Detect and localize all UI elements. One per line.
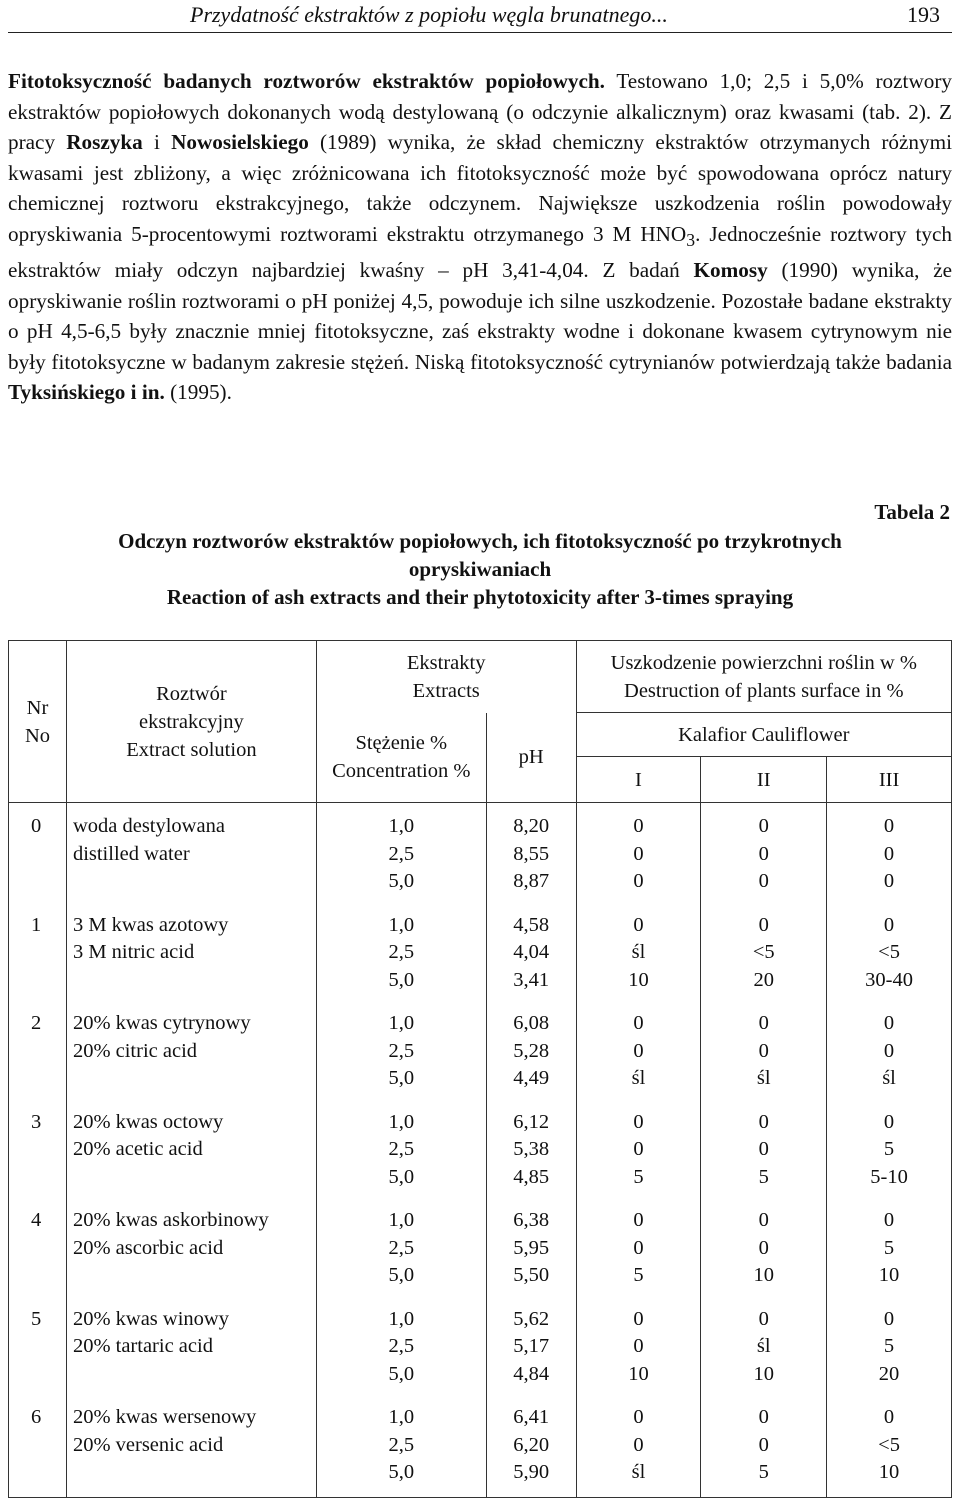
cell-value: 20% citric acid (72, 1039, 198, 1062)
cell-solution (66, 1300, 316, 1399)
cell-value: 20% kwas winowy (72, 1307, 229, 1330)
cell-value: 1,0 (388, 1209, 415, 1231)
text-run: i (142, 130, 172, 154)
cell-i (576, 1103, 701, 1202)
cell-value: 10 (628, 968, 649, 991)
cell-conc (316, 1103, 486, 1202)
cell-value: śl (756, 1067, 771, 1089)
cell-nr (9, 1004, 67, 1103)
cell-value: 5,0 (388, 1264, 415, 1286)
cell-value: 20% kwas octowy (72, 1110, 224, 1133)
header-text: Kalafior Cauliflower (678, 723, 850, 746)
cell-value: 4,04 (513, 941, 550, 963)
author-ref: Nowosielskiego (171, 130, 309, 154)
cell-value: 6,38 (513, 1209, 550, 1231)
cell-value: 5,0 (388, 1362, 415, 1385)
body-paragraph (8, 66, 952, 408)
cell-value: śl (756, 1335, 771, 1357)
cell-ii (701, 1398, 827, 1497)
cell-value: <5 (878, 1433, 900, 1456)
text-run: . Jednocześnie roztwory tych ekstraktów miały odczyn najbardziej kwaśny – pH 3,41-4,04. Z badań (8, 221, 952, 283)
cell-i (576, 1398, 701, 1497)
cell-ii (701, 1300, 827, 1399)
cell-value: 0 (758, 870, 769, 892)
table-row (9, 1300, 952, 1399)
cell-value: 10 (753, 1362, 774, 1385)
cell-value: 6 (31, 1406, 42, 1428)
header-spray-1: I (576, 757, 701, 803)
cell-i (576, 803, 701, 906)
cell-value: 5 (758, 1165, 769, 1188)
cell-value: śl (631, 1461, 646, 1483)
cell-value: 0 (758, 1012, 769, 1034)
cell-i (576, 906, 701, 1005)
cell-value: 20% kwas cytrynowy (72, 1012, 251, 1034)
cell-value: 0 (883, 913, 895, 936)
running-title: Przydatność ekstraktów z popiołu węgla brunatnego... (190, 2, 668, 27)
cell-value: 6,12 (513, 1110, 550, 1133)
cell-value: 3 (31, 1110, 42, 1133)
header-text: Destruction of plants surface in % (624, 679, 904, 702)
cell-iii (827, 1300, 952, 1399)
cell-value: 0 (31, 815, 42, 837)
cell-nr (9, 1398, 67, 1497)
cell-ph (486, 1103, 576, 1202)
cell-value: 1,0 (388, 815, 415, 837)
cell-value: 1,0 (388, 913, 415, 936)
table-row (9, 803, 952, 906)
cell-value: 2 (31, 1012, 42, 1034)
cell-value: 4 (31, 1209, 42, 1231)
header-damage (576, 641, 951, 713)
cell-value: 6,20 (513, 1433, 550, 1456)
cell-value: 8,87 (513, 870, 550, 892)
header-text: Ekstrakty (406, 651, 486, 674)
cell-value: 0 (633, 1138, 644, 1160)
header-text: ekstrakcyjny (139, 710, 244, 733)
cell-value: 2,5 (388, 1433, 415, 1456)
cell-ph (486, 906, 576, 1005)
cell-value: 0 (758, 1039, 769, 1062)
cell-value: śl (882, 1067, 896, 1089)
cell-iii (827, 1398, 952, 1497)
cell-solution (66, 803, 316, 906)
subscript: 3 (686, 229, 696, 250)
cell-value: 2,5 (388, 1335, 415, 1357)
cell-iii (827, 803, 952, 906)
cell-value: 0 (633, 1335, 644, 1357)
cell-value: 0 (758, 842, 769, 865)
cell-value: 5 (883, 1335, 895, 1357)
header-text: No (24, 724, 50, 747)
cell-iii (827, 1004, 952, 1103)
header-spray-3: III (827, 757, 952, 803)
section-heading: Fitotoksyczność badanych roztworów ekstraktów popiołowych. (8, 69, 605, 93)
cell-ph (486, 1004, 576, 1103)
cell-value: 2,5 (388, 941, 415, 963)
header-text: Uszkodzenie powierzchni roślin w % (610, 651, 917, 674)
cell-value: 0 (883, 1039, 895, 1062)
cell-nr (9, 906, 67, 1005)
header-solution (66, 641, 316, 803)
header-spray-2: II (701, 757, 827, 803)
cell-conc (316, 1004, 486, 1103)
cell-value: 5,0 (388, 870, 415, 892)
author-ref: Komosy (693, 258, 768, 283)
cell-value: 5,0 (388, 1461, 415, 1483)
cell-value: 0 (883, 1406, 895, 1428)
cell-value: 20% kwas askorbinowy (72, 1209, 269, 1231)
cell-ph (486, 1300, 576, 1399)
caption-pl-line-2: opryskiwaniach (408, 557, 552, 581)
header-text: Nr (26, 696, 49, 719)
table-row (9, 1004, 952, 1103)
cell-value: 3 M kwas azotowy (72, 913, 229, 936)
header-concentration (316, 713, 486, 803)
cell-iii (827, 1103, 952, 1202)
cell-value: 2,5 (388, 842, 415, 865)
text-run: (1990) wynika, że opryskiwanie roślin roztworami o pH poniżej 4,5, powoduje ich silne uszkodzenie. Pozostałe badane ekstrakty o pH 4,5-6,5 były znacznie mniej fitotoksyczne, zaś ekstrakty wodne i dokonane kwasem cytrynowym nie były fitotoksyczne w badanym zakresie stężeń. Niską fitotoksyczność cytrynianów potwierdzają także badania (8, 258, 952, 374)
cell-value: 5 (31, 1307, 42, 1330)
text-run: (1989) wynika, że skład chemiczny ekstraktów otrzymanych różnymi kwasami jest zbliżony, a więc zróżnicowana ich fitotoksyczność może być spowodowana oprócz natury chemicznej roztworu ekstrakcyjnego, także odczynem. Największe uszkodzenia roślin powodowały opryskiwania 5-procentowymi roztworami ekstraktu otrzymanego 3 M HNO (8, 130, 952, 246)
header-nr (9, 641, 67, 803)
cell-value: 4,49 (513, 1067, 550, 1089)
cell-value: 6,41 (513, 1406, 550, 1428)
cell-solution (66, 906, 316, 1005)
header-text: Extract solution (126, 738, 257, 761)
cell-value: 3 M nitric acid (72, 941, 195, 963)
cell-value: 0 (883, 1209, 895, 1231)
cell-i (576, 1201, 701, 1300)
header-text: pH (518, 746, 544, 769)
cell-value: 0 (883, 1307, 895, 1330)
author-ref: Tyksińskiego i in. (8, 380, 165, 405)
caption-en: Reaction of ash extracts and their phytotoxicity after 3-times spraying (166, 585, 794, 609)
cell-value: 0 (758, 1406, 769, 1428)
cell-value: 5-10 (870, 1165, 908, 1188)
header-ph (486, 713, 576, 803)
cell-value: 3,41 (513, 968, 550, 991)
cell-value: 0 (883, 870, 895, 892)
page-number: 193 (907, 2, 940, 27)
cell-iii (827, 906, 952, 1005)
table-label: Tabela 2 (874, 500, 950, 524)
cell-nr (9, 1103, 67, 1202)
table-caption (8, 527, 952, 611)
cell-value: 0 (633, 870, 644, 892)
cell-value: 0 (758, 815, 769, 837)
cell-value: distilled water (72, 842, 190, 865)
cell-ii (701, 1004, 827, 1103)
cell-ph (486, 803, 576, 906)
cell-ii (701, 1103, 827, 1202)
cell-conc (316, 906, 486, 1005)
header-text: Roztwór (156, 682, 227, 705)
cell-value: 0 (633, 1039, 644, 1062)
cell-value: 4,84 (513, 1362, 550, 1385)
cell-value: 10 (878, 1461, 900, 1483)
cell-value: 5,0 (388, 1165, 415, 1188)
cell-value: 20% tartaric acid (72, 1335, 213, 1357)
cell-value: 0 (633, 913, 644, 936)
cell-value: 0 (633, 1110, 644, 1133)
header-text: Extracts (412, 679, 480, 702)
cell-value: 5,95 (513, 1236, 550, 1259)
cell-value: 10 (878, 1264, 900, 1286)
cell-value: 1 (31, 913, 42, 936)
cell-value: woda destylowana (72, 815, 225, 837)
cell-value: 30-40 (865, 968, 913, 991)
cell-value: 5 (633, 1165, 644, 1188)
cell-value: <5 (752, 941, 775, 963)
cell-value: <5 (878, 941, 900, 963)
cell-value: 5,0 (388, 1067, 415, 1089)
cell-value: 0 (883, 842, 895, 865)
cell-value: 0 (633, 1012, 644, 1034)
cell-value: 0 (758, 1209, 769, 1231)
cell-value: 0 (758, 1110, 769, 1133)
cell-value: 5,17 (513, 1335, 550, 1357)
cell-value: 5,62 (513, 1307, 550, 1330)
cell-value: 20% ascorbic acid (72, 1236, 224, 1259)
cell-conc (316, 1398, 486, 1497)
cell-value: 0 (633, 1236, 644, 1259)
cell-iii (827, 1201, 952, 1300)
cell-value: 0 (633, 842, 644, 865)
cell-value: 5,90 (513, 1461, 550, 1483)
cell-value: 2,5 (388, 1236, 415, 1259)
cell-value: 1,0 (388, 1406, 415, 1428)
cell-value: 10 (628, 1362, 649, 1385)
cell-nr (9, 1300, 67, 1399)
cell-value: 20 (878, 1362, 900, 1385)
cell-value: 0 (633, 815, 644, 837)
cell-value: 20 (753, 968, 774, 991)
cell-conc (316, 1201, 486, 1300)
header-plant (576, 713, 951, 757)
cell-value: śl (631, 941, 646, 963)
cell-conc (316, 1300, 486, 1399)
cell-value: 1,0 (388, 1110, 415, 1133)
cell-value: 0 (883, 1012, 895, 1034)
cell-solution (66, 1004, 316, 1103)
table-row (9, 1103, 952, 1202)
cell-value: 2,5 (388, 1138, 415, 1160)
table-row (9, 1398, 952, 1497)
cell-value: 1,0 (388, 1012, 415, 1034)
cell-value: 8,55 (513, 842, 550, 865)
caption-pl-line-1: Odczyn roztworów ekstraktów popiołowych, ich fitotoksyczność po trzykrotnych (118, 529, 842, 553)
cell-value: 0 (883, 1110, 895, 1133)
cell-ii (701, 803, 827, 906)
data-table (8, 640, 952, 1498)
table-row (9, 1201, 952, 1300)
cell-value: 4,85 (513, 1165, 550, 1188)
cell-value: 20% acetic acid (72, 1138, 203, 1160)
cell-value: 5,28 (513, 1039, 550, 1062)
cell-nr (9, 803, 67, 906)
cell-value: śl (631, 1067, 646, 1089)
author-ref: Roszyka (66, 130, 143, 154)
cell-value: 4,58 (513, 913, 550, 936)
cell-ph (486, 1398, 576, 1497)
header-text: Stężenie % (355, 732, 448, 755)
cell-value: 0 (633, 1433, 644, 1456)
cell-conc (316, 803, 486, 906)
cell-nr (9, 1201, 67, 1300)
cell-value: 8,20 (513, 815, 550, 837)
cell-value: 5 (883, 1138, 895, 1160)
cell-ii (701, 906, 827, 1005)
text-run: (1995). (164, 380, 232, 405)
header-extracts (316, 641, 576, 713)
cell-value: 20% versenic acid (72, 1433, 224, 1456)
cell-solution (66, 1398, 316, 1497)
cell-value: 0 (633, 1307, 644, 1330)
cell-value: 0 (633, 1406, 644, 1428)
cell-value: 5 (758, 1461, 769, 1483)
running-header (8, 0, 952, 33)
cell-value: 5,0 (388, 968, 415, 991)
cell-value: 5,50 (513, 1264, 550, 1286)
cell-solution (66, 1103, 316, 1202)
cell-value: 0 (633, 1209, 644, 1231)
cell-value: 0 (758, 913, 769, 936)
cell-value: 0 (883, 815, 895, 837)
cell-value: 6,08 (513, 1012, 550, 1034)
cell-value: 0 (758, 1307, 769, 1330)
cell-i (576, 1300, 701, 1399)
cell-value: 5,38 (513, 1138, 550, 1160)
cell-value: 0 (758, 1433, 769, 1456)
cell-value: 0 (758, 1236, 769, 1259)
cell-value: 5 (633, 1264, 644, 1286)
header-text: Concentration % (332, 760, 471, 783)
cell-value: 2,5 (388, 1039, 415, 1062)
cell-value: 20% kwas wersenowy (72, 1406, 257, 1428)
cell-value: 0 (758, 1138, 769, 1160)
cell-value: 5 (883, 1236, 895, 1259)
table-row (9, 906, 952, 1005)
cell-i (576, 1004, 701, 1103)
text-run: Testowano 1,0; 2,5 i 5,0% roztwory ekstraktów popiołowych dokonanych wodą destylowaną (o odczynie alkalicznym) oraz kwasami (tab. 2). Z pracy (8, 69, 952, 154)
cell-ii (701, 1201, 827, 1300)
cell-value: 1,0 (388, 1307, 415, 1330)
cell-value: 10 (753, 1264, 774, 1286)
cell-ph (486, 1201, 576, 1300)
cell-solution (66, 1201, 316, 1300)
